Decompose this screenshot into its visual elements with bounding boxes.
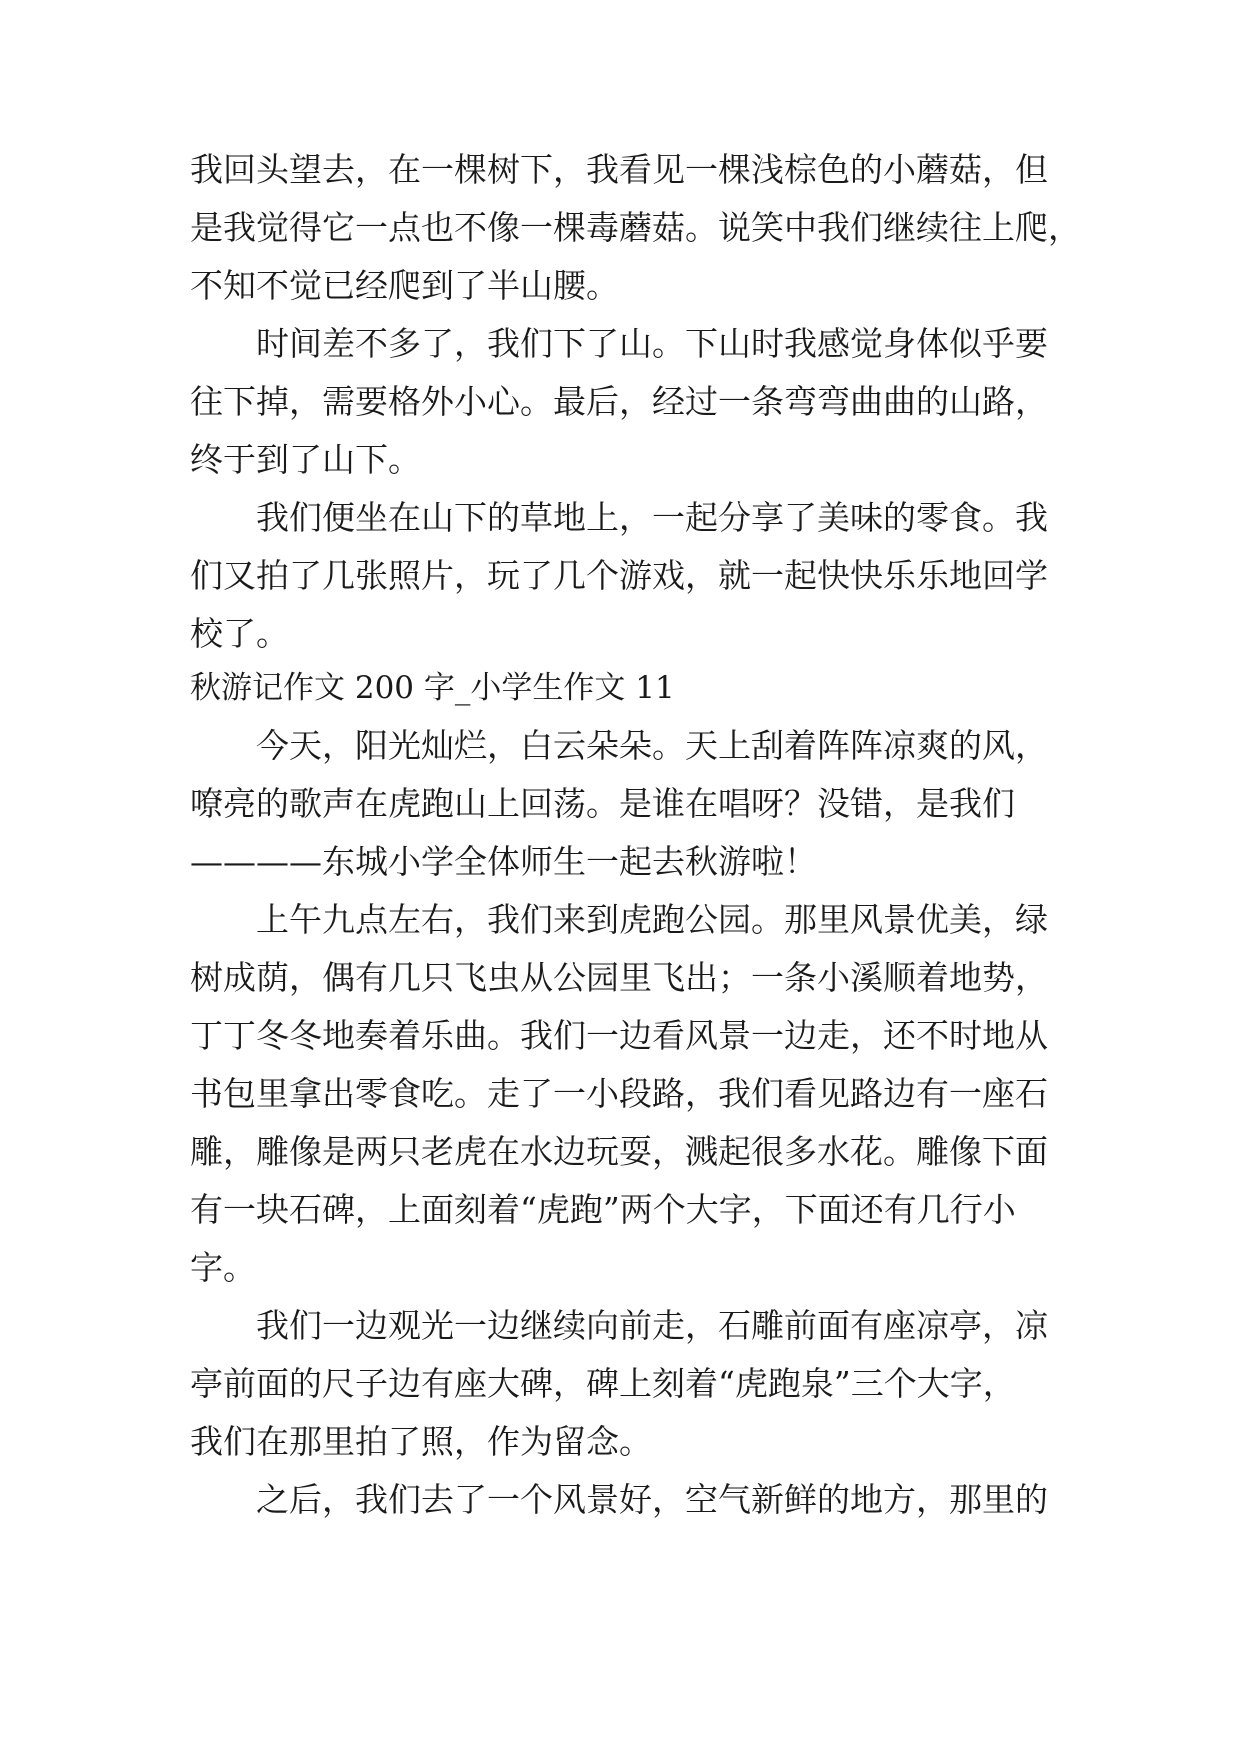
text-line: 树成荫，偶有几只飞虫从公园里飞出；一条小溪顺着地势， bbox=[190, 958, 1048, 997]
text-line: 亭前面的尺子边有座大碑，碑上刻着“虎跑泉”三个大字， bbox=[190, 1364, 1016, 1403]
text-line: 有一块石碑，上面刻着“虎跑”两个大字，下面还有几行小 bbox=[190, 1190, 1016, 1229]
text-line: 书包里拿出零食吃。走了一小段路，我们看见路边有一座石 bbox=[190, 1074, 1048, 1113]
text-line: 不知不觉已经爬到了半山腰。 bbox=[190, 266, 619, 305]
text-line: 时间差不多了，我们下了山。下山时我感觉身体似乎要 bbox=[190, 324, 1048, 363]
text-line: 我回头望去，在一棵树下，我看见一棵浅棕色的小蘑菇，但 bbox=[190, 150, 1048, 189]
text-line: 丁丁冬冬地奏着乐曲。我们一边看风景一边走，还不时地从 bbox=[190, 1016, 1048, 1055]
text-line: 往下掉，需要格外小心。最后，经过一条弯弯曲曲的山路， bbox=[190, 382, 1048, 421]
text-line: 我们在那里拍了照，作为留念。 bbox=[190, 1422, 652, 1461]
text-line: 终于到了山下。 bbox=[190, 440, 421, 479]
text-line: 雕，雕像是两只老虎在水边玩耍，溅起很多水花。雕像下面 bbox=[190, 1132, 1048, 1171]
text-line: 今天，阳光灿烂，白云朵朵。天上刮着阵阵凉爽的风， bbox=[190, 726, 1048, 765]
text-line: ————东城小学全体师生一起去秋游啦！ bbox=[190, 842, 817, 881]
text-line: 我们一边观光一边继续向前走，石雕前面有座凉亭，凉 bbox=[190, 1306, 1048, 1345]
text-line: 上午九点左右，我们来到虎跑公园。那里风景优美，绿 bbox=[190, 900, 1048, 939]
text-line: 之后，我们去了一个风景好，空气新鲜的地方，那里的 bbox=[190, 1480, 1048, 1519]
text-line: 字。 bbox=[190, 1248, 256, 1287]
text-line: 校了。 bbox=[190, 614, 289, 653]
text-line: 我们便坐在山下的草地上，一起分享了美味的零食。我 bbox=[190, 498, 1048, 537]
text-line: 嘹亮的歌声在虎跑山上回荡。是谁在唱呀？没错，是我们 bbox=[190, 784, 1015, 823]
section-heading: 秋游记作文 200 字_小学生作文 11 bbox=[190, 670, 675, 706]
text-line: 们又拍了几张照片，玩了几个游戏，就一起快快乐乐地回学 bbox=[190, 556, 1048, 595]
text-line: 是我觉得它一点也不像一棵毒蘑菇。说笑中我们继续往上爬， bbox=[190, 208, 1081, 247]
